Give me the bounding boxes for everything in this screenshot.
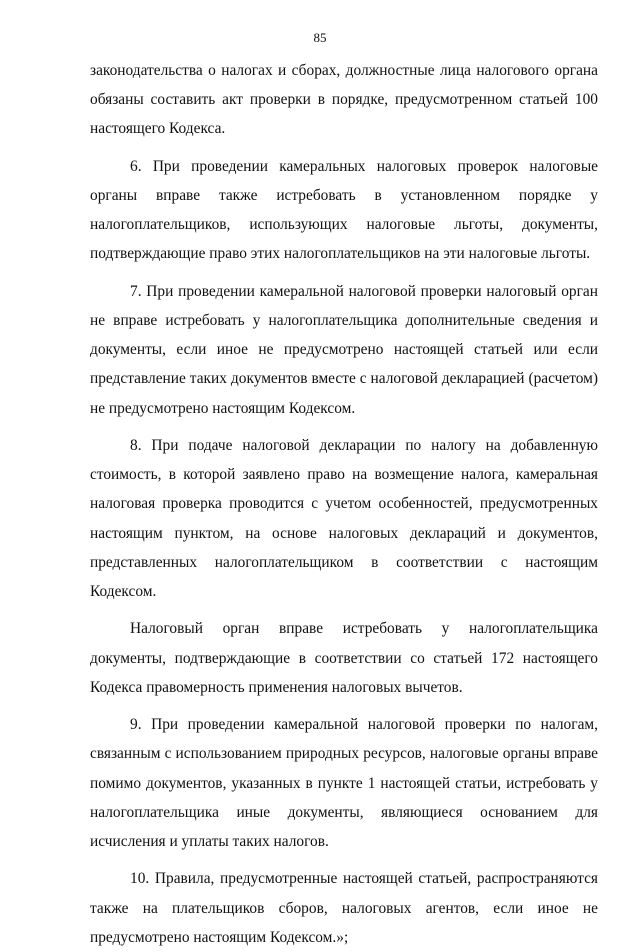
- paragraph-item-8: 8. При подаче налоговой декларации по налогу на добавленную стоимость, в которой заявлено право на возмещение налога, камеральная налоговая проверка проводится с учетом особенностей, предусмотренных настоящим пунктом, на основе налоговых деклараций и документов, представленных налогоплательщиком в соответствии с настоящим Кодексом.: [90, 437, 598, 601]
- page-number: 85: [313, 30, 327, 45]
- paragraph-item-6: 6. При проведении камеральных налоговых проверок налоговые органы вправе также истребовать в установленном порядке у налогоплательщиков, использующих налоговые льготы, документы, подтверждающие право этих налогоплательщиков на эти налоговые льготы.: [90, 157, 598, 263]
- paragraph-item-10: 10. Правила, предусмотренные настоящей статьей, распространяются также на плательщиков сборов, налоговых агентов, если иное не предусмотрено настоящим Кодексом.»;: [90, 870, 598, 946]
- paragraph-item-8-continued: Налоговый орган вправе истребовать у налогоплательщика документы, подтверждающие в соответствии со статьей 172 настоящего Кодекса правомерность применения налоговых вычетов.: [90, 620, 598, 696]
- paragraph-item-7: 7. При проведении камеральной налоговой проверки налоговый орган не вправе истребовать у налогоплательщика дополнительные сведения и документы, если иное не предусмотрено настоящей статьей или если представление таких документов вместе с налоговой декларацией (расчетом) не предусмотрено настоящим Кодексом.: [90, 282, 598, 417]
- paragraph-item-9: 9. При проведении камеральной налоговой проверки по налогам, связанным с использованием природных ресурсов, налоговые органы вправе помимо документов, указанных в пункте 1 настоящей статьи, истребовать у налогоплательщика иные документы, являющиеся основанием для исчисления и уплаты таких налогов.: [90, 716, 598, 851]
- document-body: [90, 56, 598, 952]
- paragraph-continuation: законодательства о налогах и сборах, должностные лица налогового органа обязаны составить акт проверки в порядке, предусмотренном статьей 100 настоящего Кодекса.: [90, 62, 598, 138]
